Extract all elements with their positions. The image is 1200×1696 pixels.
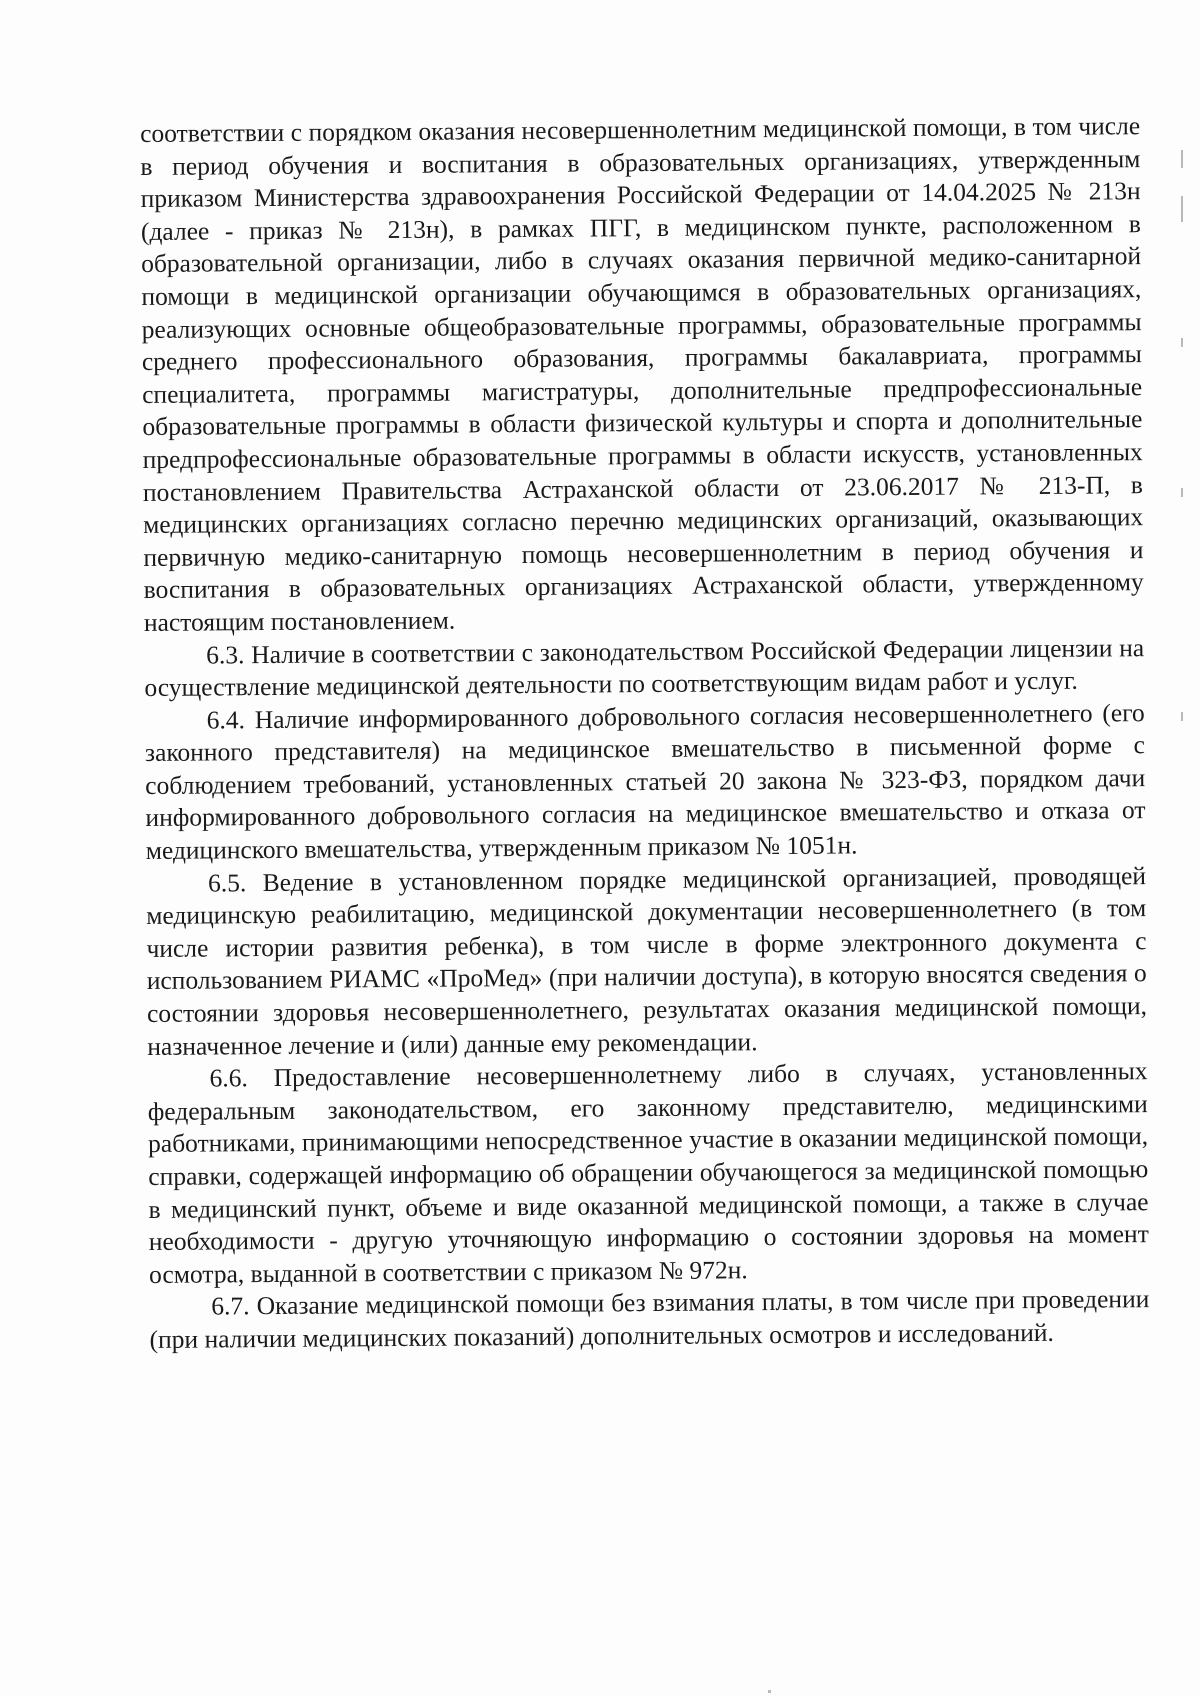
paragraph-6-7: 6.7. Оказание медицинской помощи без взимания платы, в том числе при проведении (при наличии медицинских показаний) дополнительных осмотров и исследований. xyxy=(149,1284,1150,1354)
scan-edge-mark xyxy=(1181,488,1183,497)
paragraph-continuation: соответствии с порядком оказания несовершеннолетним медицинской помощи, в том числе в период обучения и воспитания в образовательных организациях, утвержденным приказом Министерства здравоохранения Российской Федерации от 14.04.2025 № 213н (далее - приказ № 213н), в рамках ПГГ, в медицинском пункте, расположенном в образовательной организации, либо в случаях оказания первичной медико-санитарной помощи в медицинской организации обучающимся в образовательных организациях, реализующих основные общеобразовательные программы, образовательные программы среднего профессионального образования, программы бакалавриата, программы специалитета, программы магистратуры, дополнительные предпрофессиональные образовательные программы в области физической культуры и спорта и дополнительные предпрофессиональные образовательные программы в области искусств, установленных постановлением Правительства Астраханской области от 23.06.2017 № 213-П, в медицинских организациях согласно перечню медицинских организаций, оказывающих первичную медико-санитарную помощь несовершеннолетним в период обучения и воспитания в образовательных организациях Астраханской области, утвержденному настоящим постановлением. xyxy=(140,111,1144,637)
paragraph-6-3: 6.3. Наличие в соответствии с законодательством Российской Федерации лицензии на осуществление медицинской деятельности по соответствующим видам работ и услуг. xyxy=(144,632,1145,703)
scan-edge-mark xyxy=(1181,712,1183,721)
document-body xyxy=(140,110,1150,1356)
paragraph-6-4: 6.4. Наличие информированного добровольного согласия несовершеннолетнего (его законного представителя) на медицинское вмешательство в письменной форме с соблюдением требований, установленных статьей 20 закона № 323-ФЗ, порядком дачи информированного добровольного согласия на медицинское вмешательство и отказа от медицинского вмешательства, утвержденным приказом № 1051н. xyxy=(144,697,1146,866)
paragraph-6-5: 6.5. Ведение в установленном порядке медицинской организацией, проводящей медицинскую реабилитацию, медицинской документации несовершеннолетнего (в том числе истории развития ребенка), в том числе в форме электронного документа с использованием РИАМС «ПроМед» (при наличии доступа), в которую вносятся сведения о состоянии здоровья несовершеннолетнего, результатах оказания медицинской помощи, назначенное лечение и (или) данные ему рекомендации. xyxy=(146,860,1148,1061)
scan-edge-mark xyxy=(1181,150,1183,168)
scan-speck xyxy=(768,1690,771,1693)
scan-edge-mark xyxy=(1181,196,1183,222)
scan-edge-mark xyxy=(1181,338,1183,347)
paragraph-6-6: 6.6. Предоставление несовершеннолетнему либо в случаях, установленных федеральным законодательством, его законному представителю, медицинскими работниками, принимающими непосредственное участие в оказании медицинской помощи, справки, содержащей информацию об обращении обучающегося за медицинской помощью в медицинский пункт, объеме и виде оказанной медицинской помощи, а также в случае необходимости - другую уточняющую информацию о состоянии здоровья на момент осмотра, выданной в соответствии с приказом № 972н. xyxy=(147,1056,1149,1289)
